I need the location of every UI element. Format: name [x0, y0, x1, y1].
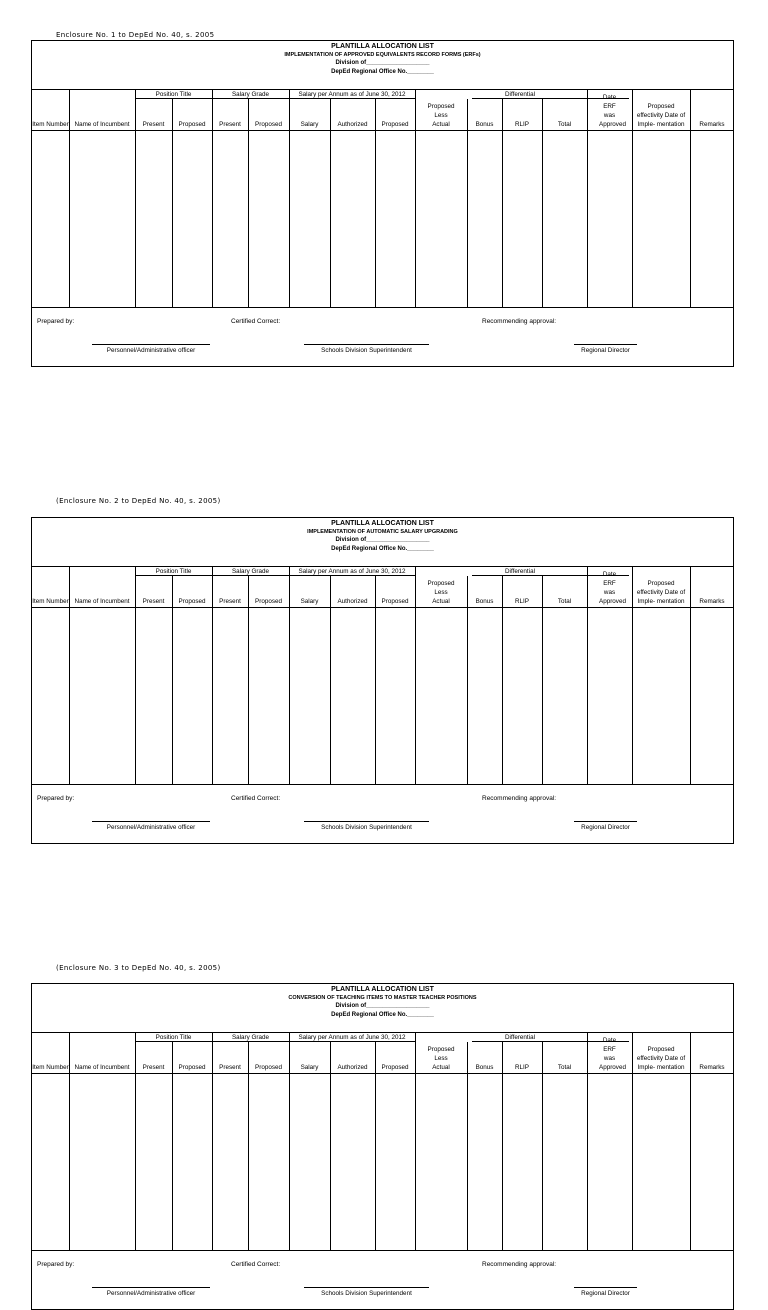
- form-subtitle: IMPLEMENTATION OF AUTOMATIC SALARY UPGRADING: [307, 529, 458, 535]
- signature-footer: [32, 785, 733, 843]
- plantilla-form-1: [31, 40, 734, 367]
- header-salary-per-annum: Salary per Annum as of June 30, 2012: [298, 91, 406, 98]
- header-position-title: Position Title: [155, 1034, 192, 1041]
- col-authorized: Authorized: [337, 121, 368, 128]
- form-title: PLANTILLA ALLOCATION LIST: [331, 520, 434, 527]
- col-position-proposed: Proposed: [178, 598, 206, 605]
- header-salary-grade: Salary Grade: [231, 91, 270, 98]
- header-salary-grade: Salary Grade: [231, 1034, 270, 1041]
- col-position-proposed: Proposed: [178, 1064, 206, 1071]
- enclosure-label-3: (Enclosure No. 3 to DepEd No. 40, s. 2005): [56, 964, 221, 972]
- col-item-number: Item Number: [32, 598, 69, 605]
- col-remarks: Remarks: [699, 598, 725, 605]
- form-title-block: [32, 41, 733, 90]
- prepared-by-label: Prepared by:: [37, 795, 75, 802]
- col-grade-proposed: Proposed: [255, 121, 282, 128]
- certified-correct-label: Certified Correct:: [231, 1261, 281, 1268]
- col-salary-proposed: Proposed: [381, 1064, 409, 1071]
- division-line: Division of___________________: [335, 537, 430, 543]
- col-total: Total: [557, 598, 572, 605]
- regional-office-line: DepEd Regional Office No.________: [331, 546, 434, 552]
- col-bonus: Bonus: [475, 121, 494, 128]
- header-differential: Differential: [505, 1034, 535, 1041]
- recommending-approval-label: Recommending approval:: [482, 1261, 557, 1268]
- signature-superintendent: Schools Division Superintendent: [304, 344, 429, 354]
- col-name-of-incumbent: Name of Incumbent: [74, 121, 130, 128]
- table-body: [32, 608, 733, 785]
- signature-superintendent: Schools Division Superintendent: [304, 1287, 429, 1297]
- col-bonus: Bonus: [475, 1064, 494, 1071]
- col-salary-proposed: Proposed: [381, 121, 409, 128]
- col-salary: Salary: [300, 1064, 319, 1071]
- col-item-number: Item Number: [32, 1064, 69, 1071]
- col-salary-proposed: Proposed: [381, 598, 409, 605]
- col-rlip: RLIP: [515, 121, 529, 128]
- plantilla-form-2: [31, 517, 734, 844]
- col-bonus: Bonus: [475, 598, 494, 605]
- table-body: [32, 131, 733, 308]
- regional-office-line: DepEd Regional Office No.________: [331, 1012, 434, 1018]
- col-grade-present: Present: [219, 1064, 241, 1071]
- table-body: [32, 1074, 733, 1251]
- signature-personnel-officer: Personnel/Administrative officer: [92, 344, 210, 354]
- col-grade-present: Present: [219, 121, 241, 128]
- signature-regional-director: Regional Director: [574, 1287, 637, 1297]
- form-title-block: [32, 518, 733, 567]
- col-rlip: RLIP: [515, 1064, 529, 1071]
- regional-office-line: DepEd Regional Office No.________: [331, 69, 434, 75]
- col-name-of-incumbent: Name of Incumbent: [74, 1064, 130, 1071]
- col-remarks: Remarks: [699, 1064, 725, 1071]
- col-salary: Salary: [300, 598, 319, 605]
- division-line: Division of___________________: [335, 1003, 430, 1009]
- col-proposed-effectivity: Proposed effectivity Date of Imple- mentation: [636, 103, 686, 128]
- form-subtitle: IMPLEMENTATION OF APPROVED EQUIVALENTS RECORD FORMS (ERFs): [284, 52, 481, 58]
- col-date-erf-approved: Date ERF was Approved: [599, 94, 626, 128]
- col-rlip: RLIP: [515, 598, 529, 605]
- col-remarks: Remarks: [699, 121, 725, 128]
- signature-personnel-officer: Personnel/Administrative officer: [92, 821, 210, 831]
- signature-regional-director: Regional Director: [574, 344, 637, 354]
- prepared-by-label: Prepared by:: [37, 1261, 75, 1268]
- enclosure-label-1: Enclosure No. 1 to DepEd No. 40, s. 2005: [56, 31, 215, 39]
- form-title-block: [32, 984, 733, 1033]
- col-proposed-less-actual: Proposed Less Actual: [427, 1046, 455, 1071]
- col-proposed-effectivity: Proposed effectivity Date of Imple- mentation: [636, 1046, 686, 1071]
- col-proposed-less-actual: Proposed Less Actual: [427, 103, 455, 128]
- signature-regional-director: Regional Director: [574, 821, 637, 831]
- signature-footer: [32, 308, 733, 366]
- certified-correct-label: Certified Correct:: [231, 795, 281, 802]
- enclosure-label-2: (Enclosure No. 2 to DepEd No. 40, s. 2005): [56, 497, 221, 505]
- col-position-proposed: Proposed: [178, 121, 206, 128]
- header-position-title: Position Title: [155, 568, 192, 575]
- col-position-present: Present: [142, 1064, 165, 1071]
- header-differential: Differential: [505, 91, 535, 98]
- col-total: Total: [557, 121, 572, 128]
- col-date-erf-approved: Date ERF was Approved: [599, 1037, 626, 1071]
- signature-superintendent: Schools Division Superintendent: [304, 821, 429, 831]
- col-grade-proposed: Proposed: [255, 598, 282, 605]
- form-title: PLANTILLA ALLOCATION LIST: [331, 43, 434, 50]
- col-authorized: Authorized: [337, 598, 368, 605]
- col-proposed-less-actual: Proposed Less Actual: [427, 580, 455, 605]
- col-salary: Salary: [300, 121, 319, 128]
- col-total: Total: [557, 1064, 572, 1071]
- recommending-approval-label: Recommending approval:: [482, 318, 557, 325]
- col-item-number: Item Number: [32, 121, 69, 128]
- table-header: [32, 567, 733, 608]
- col-authorized: Authorized: [337, 1064, 368, 1071]
- table-header: [32, 1033, 733, 1074]
- header-position-title: Position Title: [155, 91, 192, 98]
- certified-correct-label: Certified Correct:: [231, 318, 281, 325]
- plantilla-form-3: [31, 983, 734, 1310]
- form-subtitle: CONVERSION OF TEACHING ITEMS TO MASTER TEACHER POSITIONS: [288, 995, 477, 1001]
- col-grade-proposed: Proposed: [255, 1064, 282, 1071]
- col-proposed-effectivity: Proposed effectivity Date of Imple- mentation: [636, 580, 686, 605]
- table-header: [32, 90, 733, 131]
- signature-personnel-officer: Personnel/Administrative officer: [92, 1287, 210, 1297]
- header-salary-grade: Salary Grade: [231, 568, 270, 575]
- recommending-approval-label: Recommending approval:: [482, 795, 557, 802]
- header-salary-per-annum: Salary per Annum as of June 30, 2012: [298, 1034, 406, 1041]
- header-differential: Differential: [505, 568, 535, 575]
- col-grade-present: Present: [219, 598, 241, 605]
- prepared-by-label: Prepared by:: [37, 318, 75, 325]
- division-line: Division of___________________: [335, 60, 430, 66]
- header-salary-per-annum: Salary per Annum as of June 30, 2012: [298, 568, 406, 575]
- form-title: PLANTILLA ALLOCATION LIST: [331, 986, 434, 993]
- col-position-present: Present: [142, 598, 165, 605]
- signature-footer: [32, 1251, 733, 1309]
- col-name-of-incumbent: Name of Incumbent: [74, 598, 130, 605]
- col-date-erf-approved: Date ERF was Approved: [599, 571, 626, 605]
- col-position-present: Present: [142, 121, 165, 128]
